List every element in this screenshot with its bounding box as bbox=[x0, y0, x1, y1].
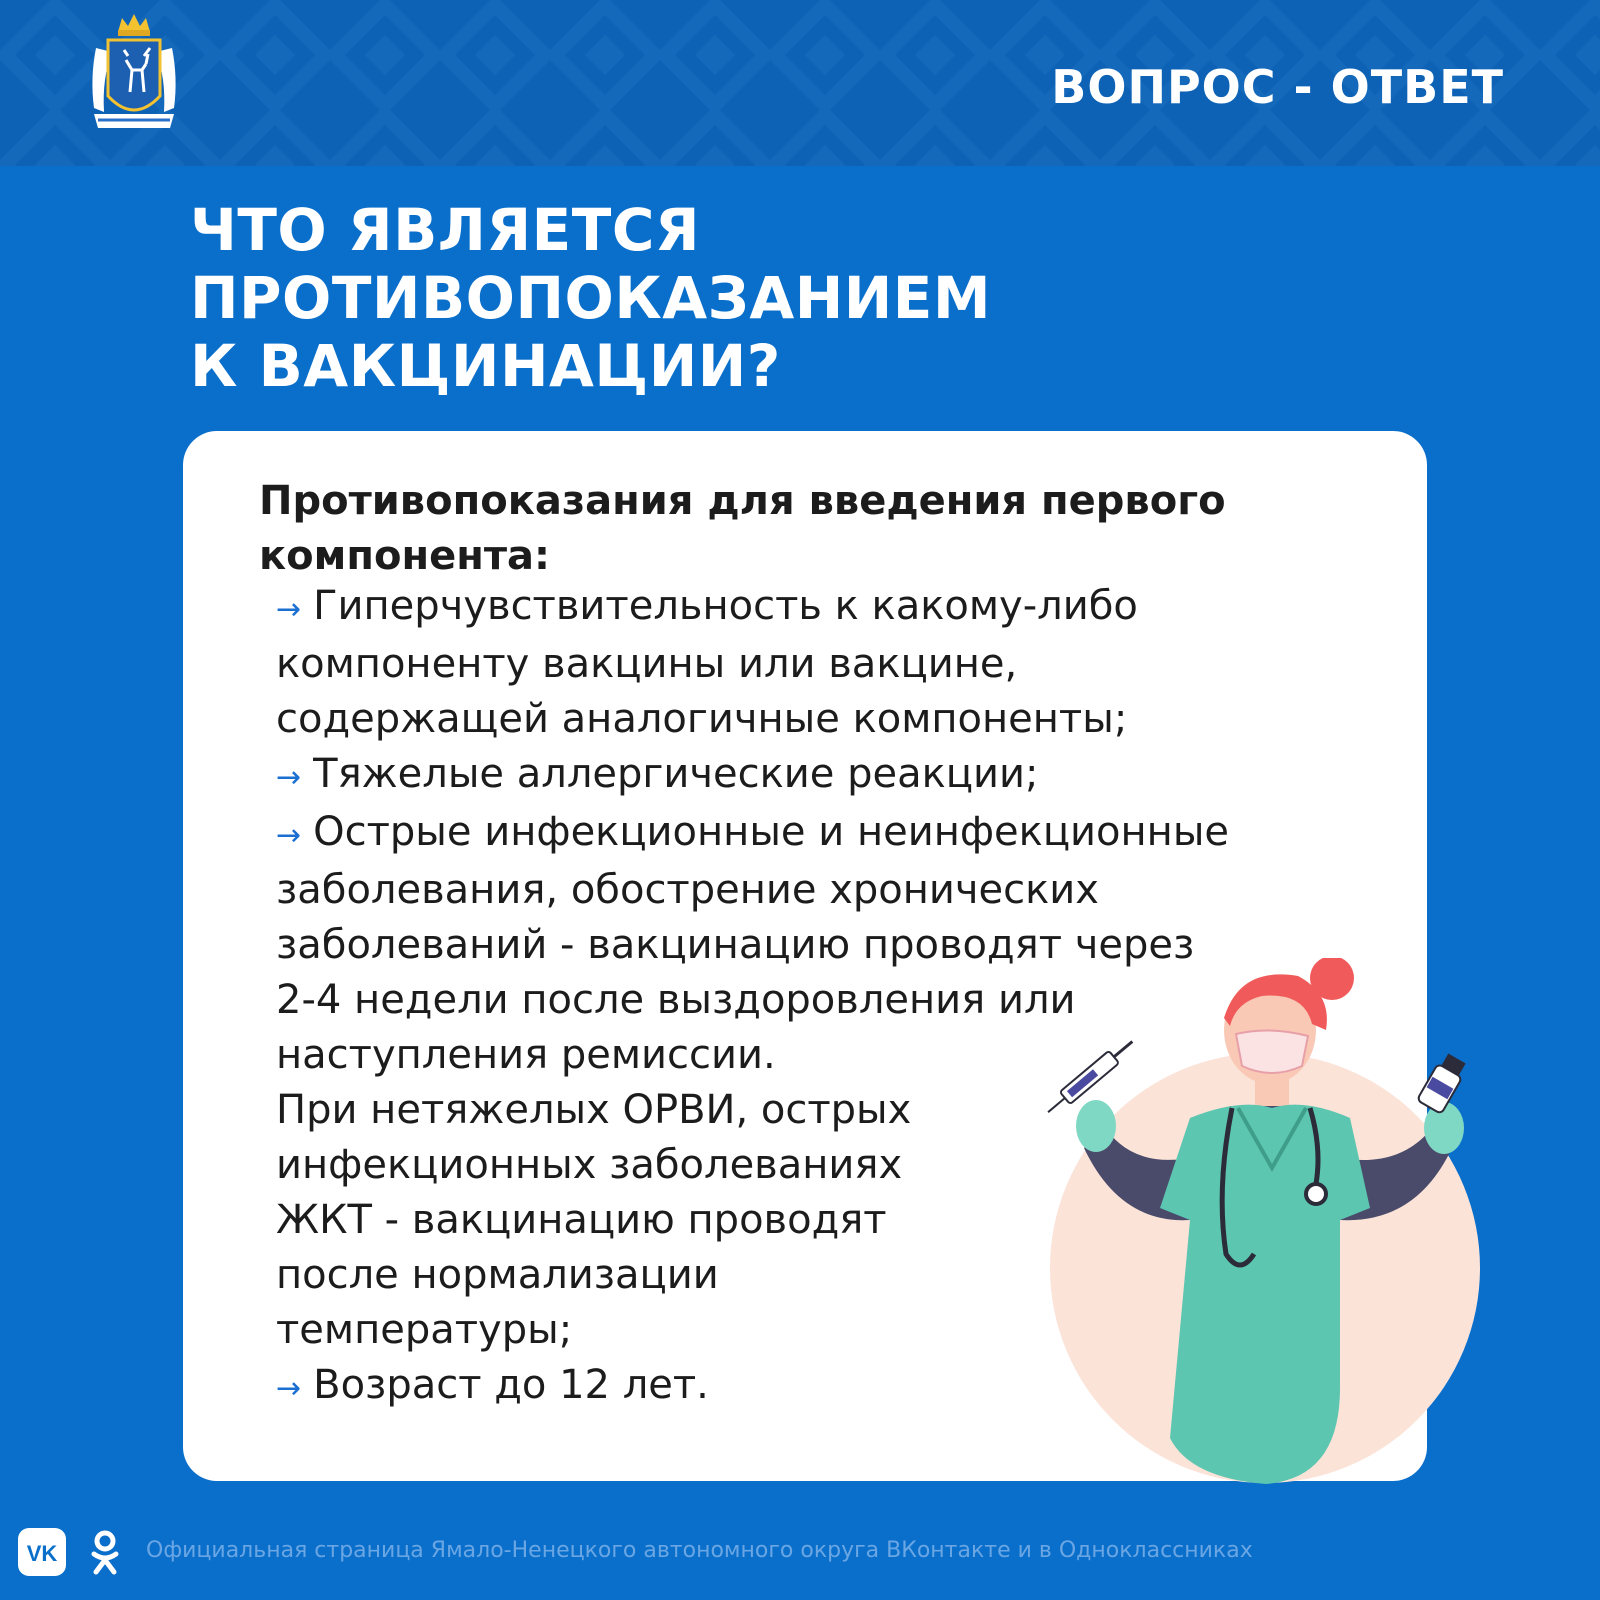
list-item-continuation: 2-4 недели после выздоровления или bbox=[276, 977, 1076, 1023]
list-item-continuation: после нормализации bbox=[276, 1252, 719, 1298]
section-label: ВОПРОС - ОТВЕТ bbox=[1051, 60, 1504, 114]
card-heading bbox=[259, 474, 1339, 584]
page-title bbox=[190, 196, 991, 400]
list-item-continuation: содержащей аналогичные компоненты; bbox=[276, 696, 1128, 742]
list-item-continuation: ЖКТ - вакцинацию проводят bbox=[276, 1197, 887, 1243]
list-item: → Острые инфекционные и неинфекционные bbox=[276, 805, 1416, 863]
list-item-continuation: компоненту вакцины или вакцине, bbox=[276, 641, 1018, 687]
arrow-right-icon: → bbox=[276, 592, 302, 627]
arrow-right-icon: → bbox=[276, 760, 302, 795]
svg-text:VK: VK bbox=[26, 1541, 58, 1566]
list-item-continuation: заболевания, обострение хронических bbox=[276, 867, 1099, 913]
odnoklassniki-icon[interactable] bbox=[90, 1530, 120, 1576]
title-line: ПРОТИВОПОКАЗАНИЕМ bbox=[190, 264, 992, 332]
card-heading-line: Противопоказания для введения первого bbox=[259, 478, 1226, 524]
arrow-right-icon: → bbox=[276, 818, 302, 853]
list-item: → Возраст до 12 лет. bbox=[276, 1358, 1416, 1416]
list-item-continuation: наступления ремиссии. bbox=[276, 1032, 776, 1078]
list-item-continuation: При нетяжелых ОРВИ, острых bbox=[276, 1087, 912, 1133]
vk-icon[interactable] bbox=[18, 1528, 66, 1576]
title-line: К ВАКЦИНАЦИИ? bbox=[190, 332, 781, 400]
list-item: → Тяжелые аллергические реакции; bbox=[276, 747, 1416, 805]
list-item-continuation: температуры; bbox=[276, 1307, 573, 1353]
title-line: ЧТО ЯВЛЯЕТСЯ bbox=[190, 196, 701, 264]
footer bbox=[18, 1528, 1518, 1588]
yamal-coat-of-arms-icon bbox=[84, 8, 184, 134]
nurse-with-syringe-illustration bbox=[1040, 958, 1500, 1484]
footer-caption: Официальная страница Ямало-Ненецкого автономного округа ВКонтакте и в Одноклассниках bbox=[146, 1538, 1253, 1563]
arrow-right-icon: → bbox=[276, 1371, 302, 1406]
list-item: → Гиперчувствительность к какому-либо bbox=[276, 579, 1416, 637]
list-item-continuation: инфекционных заболеваниях bbox=[276, 1142, 903, 1188]
list-item-continuation: заболеваний - вакцинацию проводят через bbox=[276, 922, 1195, 968]
header-banner bbox=[0, 0, 1600, 166]
card-heading-line: компонента: bbox=[259, 533, 551, 579]
